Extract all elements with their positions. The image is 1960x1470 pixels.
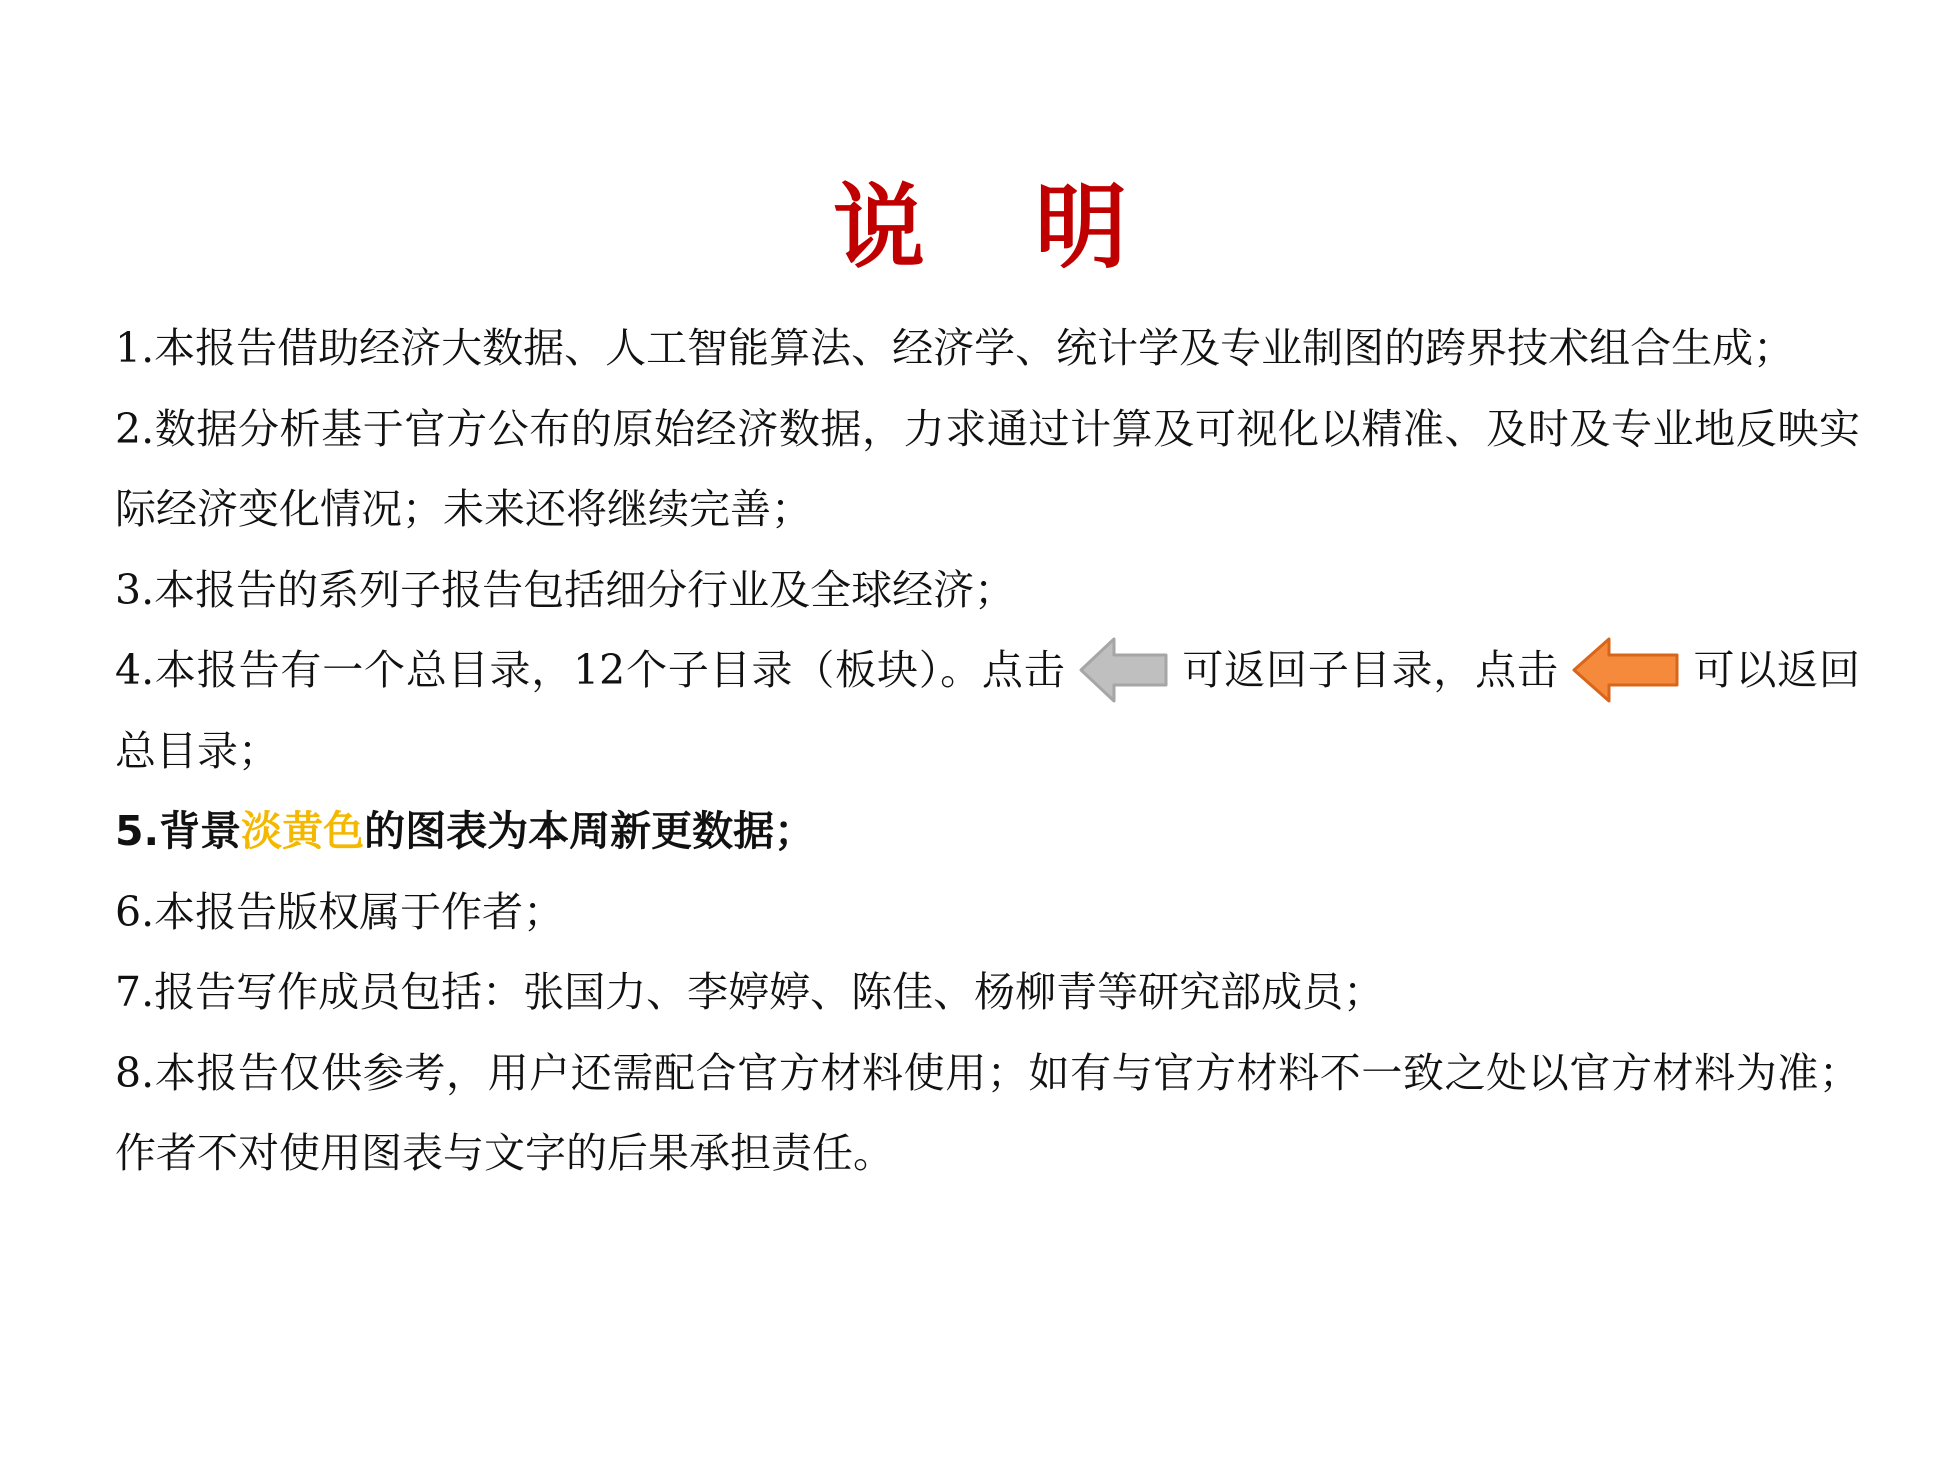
note-item-5-highlight: 淡黄色 (241, 807, 365, 855)
back-to-subcatalog-arrow-icon[interactable] (1078, 635, 1170, 705)
gray-left-arrow-icon (1078, 635, 1170, 705)
note-item-3: 3.本报告的系列子报告包括细分行业及全球经济； (115, 565, 1016, 614)
note-item-8: 8.本报告仅供参考，用户还需配合官方材料使用；如有与官方材料不一致之处以官方材料为准；作者不对使用图表与文字的后果承担责任。 (115, 1048, 1860, 1177)
note-item-6: 6.本报告版权属于作者； (115, 887, 565, 936)
note-item-5-text-b: 的图表为本周新更数据； (364, 807, 816, 855)
note-item-1: 1.本报告借助经济大数据、人工智能算法、经济学、统计学及专业制图的跨界技术组合生成； (115, 324, 1795, 372)
note-item-4-text-c: 可以返回总目录； (115, 646, 1860, 775)
note-item-5 (115, 791, 1860, 872)
note-item-2: 2.数据分析基于官方公布的原始经济数据，力求通过计算及可视化以精准、及时及专业地反映实际经济变化情况；未来还将继续完善； (115, 404, 1860, 533)
note-item-4 (115, 630, 1860, 791)
note-item-4-text-a: 4.本报告有一个总目录，12个子目录（板块）。点击 (115, 646, 1066, 694)
title-char-2: 明 (1035, 173, 1128, 281)
note-item-7: 7.报告写作成员包括：张国力、李婷婷、陈佳、杨柳青等研究部成员； (115, 968, 1385, 1016)
back-to-main-catalog-arrow-icon[interactable] (1571, 635, 1681, 705)
title-char-1: 说 (832, 173, 925, 281)
note-item-5-text-a: 5.背景 (115, 807, 242, 855)
orange-left-arrow-icon (1571, 635, 1681, 705)
note-item-4-text-b: 可返回子目录，点击 (1181, 646, 1559, 694)
notes-list (115, 308, 1860, 1194)
page-title (0, 172, 1960, 282)
